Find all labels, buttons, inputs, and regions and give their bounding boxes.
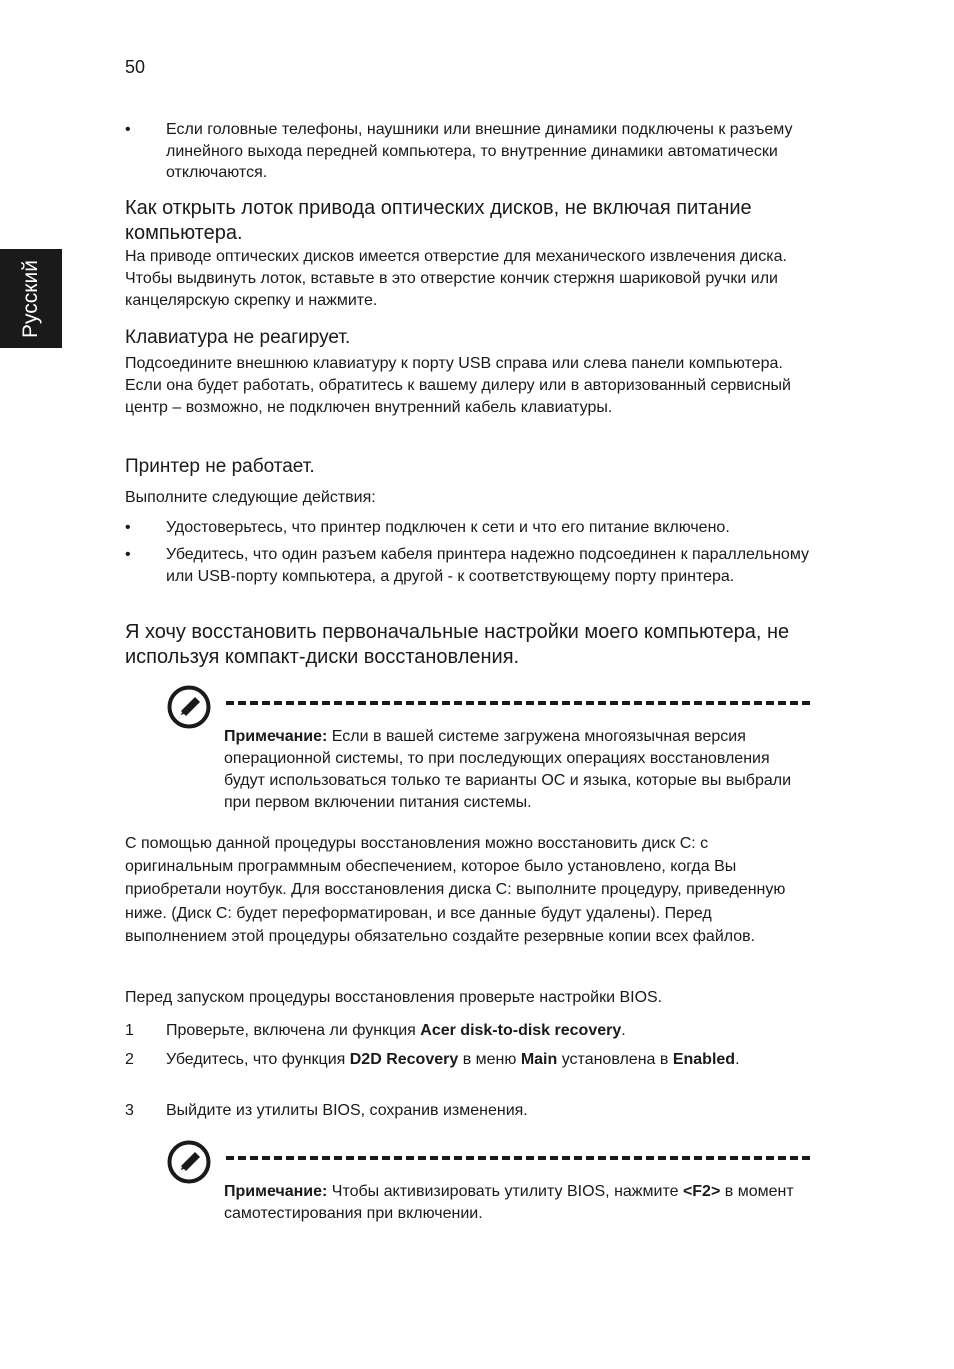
bullet-marker: • <box>125 519 131 536</box>
list-item-text: Удостоверьтесь, что принтер подключен к сети и что его питание включено. <box>166 519 730 536</box>
step-number: 2 <box>125 1051 134 1068</box>
note-text <box>224 726 814 814</box>
list-item-text: Если головные телефоны, наушники или внешние динамики подключены к разъему линейного выхода передней компьютера, то внутренние динамики автоматически отключаются. <box>166 121 793 181</box>
paragraph: Перед запуском процедуры восстановления проверьте настройки BIOS. <box>125 989 663 1006</box>
note-divider <box>226 1156 810 1160</box>
page-number: 50 <box>125 57 146 77</box>
language-tab <box>0 249 62 348</box>
list-item <box>125 1020 815 1042</box>
section-heading: Клавиатура не реагирует. <box>125 327 351 348</box>
section-heading: Как открыть лоток привода оптических дисков, не включая питание компьютера. <box>125 197 752 244</box>
note-pencil-icon <box>167 685 211 729</box>
paragraph: Подсоедините внешнюю клавиатуру к порту USB справа или слева панели компьютера. Если она будет работать, обратитесь к вашему дилеру или в авторизованный сервисный центр – возможно, не подключен внутренний кабель клавиатуры. <box>125 355 791 416</box>
step-number: 3 <box>125 1102 134 1119</box>
note-label: Примечание: <box>224 728 328 745</box>
note-body: Если в вашей системе загружена многоязычная версия операционной системы, то при последующих операциях восстановления будут использоваться только те варианты ОС и языка, которые вы выбрали при первом включении питания системы. <box>224 728 792 811</box>
list-item <box>125 1100 815 1122</box>
note-divider <box>226 701 810 705</box>
section-heading: Я хочу восстановить первоначальные настройки моего компьютера, не используя компакт-диски восстановления. <box>125 621 790 668</box>
bullet-marker: • <box>125 546 131 563</box>
list-item <box>125 1049 815 1071</box>
note-text: Примечание: Чтобы активизировать утилиту BIOS, нажмите <F2> в момент самотестирования при включении. <box>224 1183 794 1222</box>
bullet-marker: • <box>125 121 131 138</box>
note-label: Примечание: <box>224 1183 328 1200</box>
list-item <box>125 119 815 184</box>
section-heading: Принтер не работает. <box>125 456 315 477</box>
paragraph: На приводе оптических дисков имеется отверстие для механического извлечения диска. Чтобы выдвинуть лоток, вставьте в это отверстие кончик стержня шариковой ручки или канцелярскую скрепку и нажмите. <box>125 248 787 309</box>
paragraph: Выполните следующие действия: <box>125 489 376 506</box>
list-item-text: Убедитесь, что один разъем кабеля принтера надежно подсоединен к параллельному или USB-порту компьютера, а другой - к соответствующему порту принтера. <box>166 546 809 585</box>
step-number: 1 <box>125 1022 134 1039</box>
paragraph: С помощью данной процедуры восстановления можно восстановить диск С: с оригинальным программным обеспечением, которое было установлено, когда Вы приобретали ноутбук. Для восстановления диска C: выполните процедуру, приведенную ниже. (Диск C: будет переформатирован, и все данные будут удалены). Перед выполнением этой процедуры обязательно создайте резервные копии всех файлов. <box>125 835 786 945</box>
list-item-text: Проверьте, включена ли функция Acer disk-to-disk recovery. <box>166 1022 626 1039</box>
key-label: <F2> <box>682 1183 721 1200</box>
note-pencil-icon <box>167 1140 211 1184</box>
list-item-text: Убедитесь, что функция D2D Recovery в меню Main установлена в Enabled. <box>166 1051 740 1068</box>
list-item <box>125 517 815 539</box>
list-item <box>125 544 815 587</box>
language-tab-label: Русский <box>19 259 42 338</box>
list-item-text: Выйдите из утилиты BIOS, сохранив изменения. <box>166 1102 528 1119</box>
